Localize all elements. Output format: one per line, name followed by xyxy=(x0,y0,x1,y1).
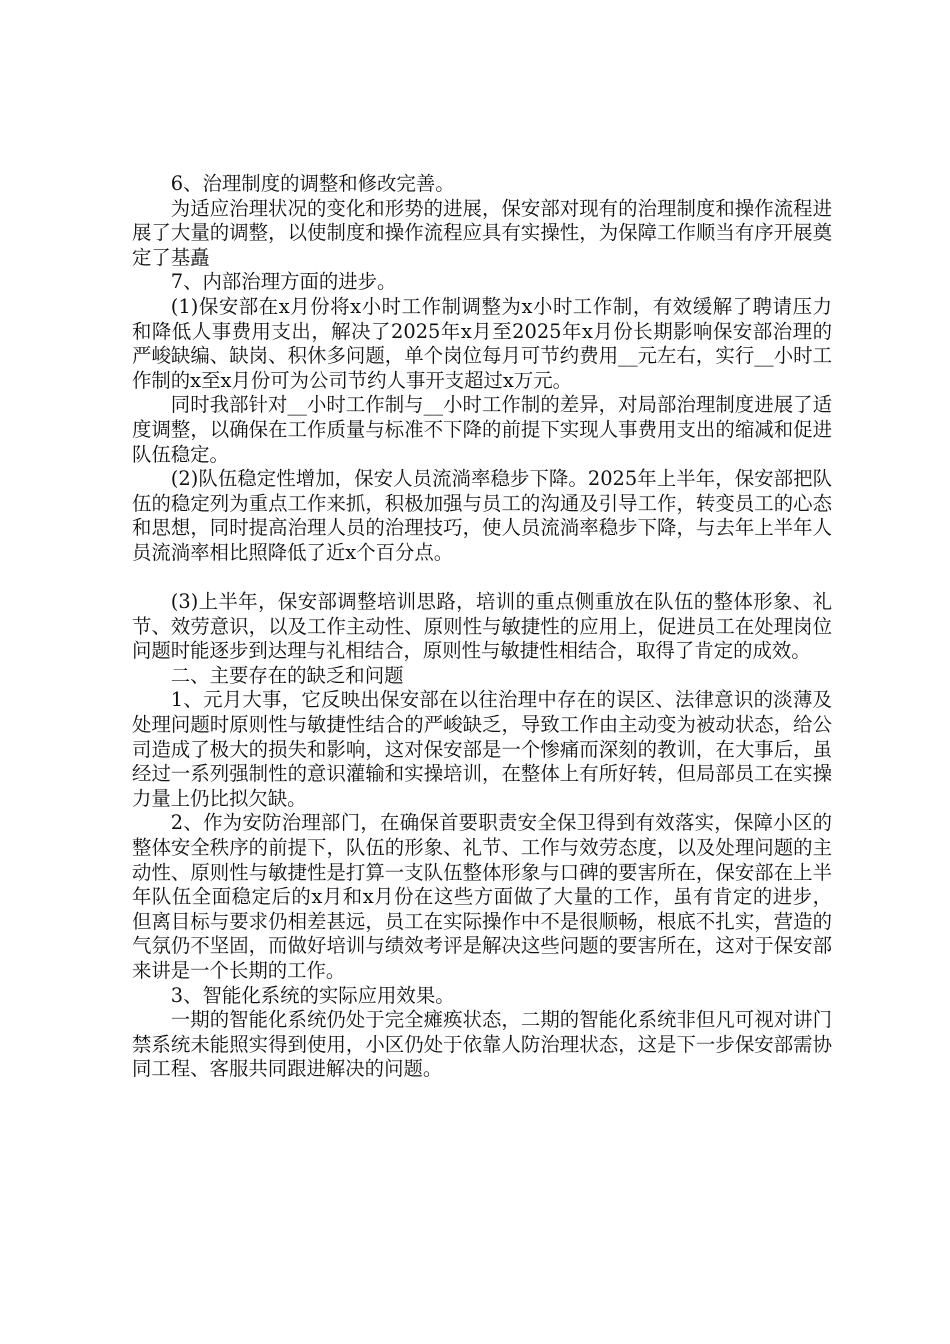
paragraph-team-stability: (2)队伍稳定性增加，保安人员流淌率稳步下降。2025年上半年，保安部把队伍的稳定列为重点工作来抓，积极加强与员工的沟通及引导工作，转变员工的心态和思想，同时提高治理人员的治理技巧，使人员流淌率稳步下降，与去年上半年人员流淌率相比照降低了近x个百分点。 xyxy=(132,467,832,564)
heading-main-problems: 二、主要存在的缺乏和问题 xyxy=(170,663,404,687)
paragraph-smart-system-status: 一期的智能化系统仍处于完全瘫痪状态，二期的智能化系统非但凡可视对讲门禁系统未能照实得到使用，小区仍处于依靠人防治理状态，这是下一步保安部需协同工程、客服共同跟进解决的问题。 xyxy=(132,1008,832,1081)
heading-internal-progress: 7、内部治理方面的进步。 xyxy=(170,270,397,294)
paragraph-working-hours: (1)保安部在x月份将x小时工作制调整为x小时工作制，有效缓解了聘请压力和降低人事费用支出，解决了2025年x月至2025年x月份长期影响保安部治理的严峻缺编、缺岗、积休多问题，单个岗位每月可节约费用__元左右，实行__小时工作制的x至x月份可为公司节约人事开支超过x万元。 xyxy=(132,294,832,392)
paragraph-january-incident: 1、元月大事，它反映出保安部在以往治理中存在的误区、法律意识的淡薄及处理问题时原则性与敏捷性结合的严峻缺乏，导致工作由主动变为被动状态，给公司造成了极大的损失和影响，这对保安部是一个惨痛而深刻的教训，在大事后，虽经过一系列强制性的意识灌输和实操培训，在整体上有所好转，但局部员工在实操力量上仍比拟欠缺。 xyxy=(132,688,832,810)
heading-smart-system: 3、智能化系统的实际应用效果。 xyxy=(170,983,455,1007)
paragraph-system-revision: 同时我部针对__小时工作制与__小时工作制的差异，对局部治理制度进展了适度调整，以确保在工作质量与标准不下降的前提下实现人事费用支出的缩减和促进队伍稳定。 xyxy=(132,393,832,466)
paragraph-training: (3)上半年，保安部调整培训思路，培训的重点侧重放在队伍的整体形象、礼节、效劳意识，以及工作主动性、原则性与敏捷性的应用上，促进员工在处理岗位问题时能逐步到达理与礼相结合，原则性与敏捷性相结合，取得了肯定的成效。 xyxy=(132,590,832,663)
paragraph-security-department: 2、作为安防治理部门，在确保首要职责安全保卫得到有效落实，保障小区的整体安全秩序的前提下，队伍的形象、礼节、工作与效劳态度，以及处理问题的主动性、原则性与敏捷性是打算一支队伍整体形象与口碑的要害所在，保安部在上半年队伍全面稳定后的x月和x月份在这些方面做了大量的工作，虽有肯定的进步，但离目标与要求仍相差甚远，员工在实际操作中不是很顺畅，根底不扎实，营造的气氛仍不坚固，而做好培训与绩效考评是解决这些问题的要害所在，这对于保安部来讲是一个长期的工作。 xyxy=(132,811,832,982)
paragraph-system-adjustment: 为适应治理状况的变化和形势的进展，保安部对现有的治理制度和操作流程进展了大量的调整，以使制度和操作流程应具有实操性，为保障工作顺当有序开展奠定了基矗 xyxy=(132,196,832,269)
document-body xyxy=(132,172,832,1082)
heading-governance-system: 6、治理制度的调整和修改完善。 xyxy=(170,172,455,195)
